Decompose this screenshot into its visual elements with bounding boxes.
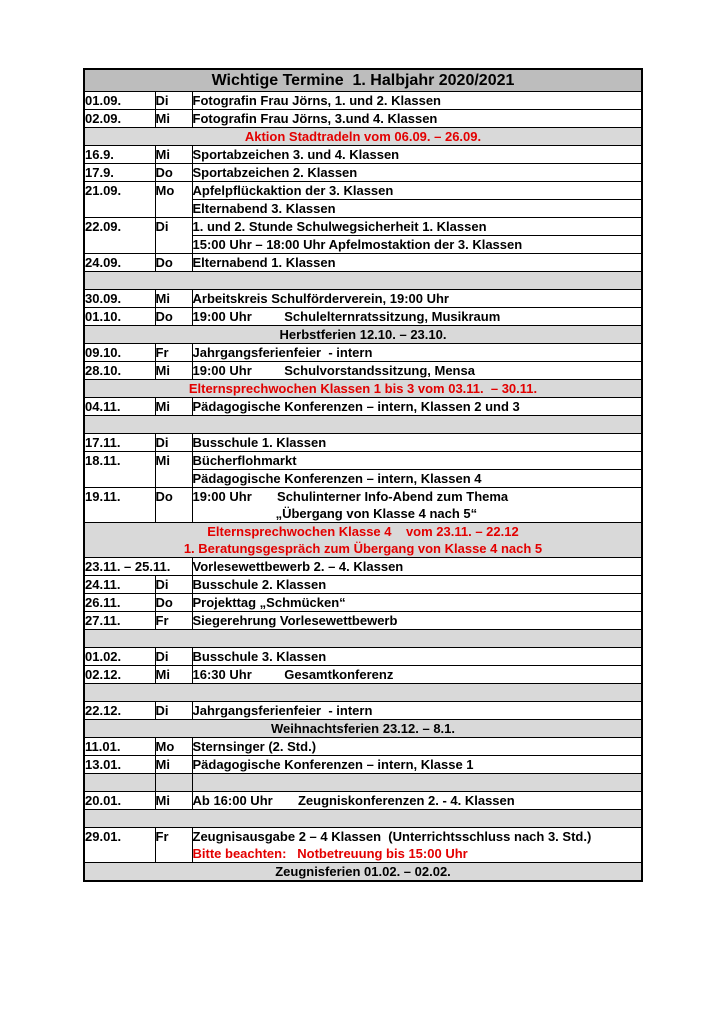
day-cell (155, 774, 192, 792)
band-line: Aktion Stadtradeln vom 06.09. – 26.09. (244, 129, 482, 144)
description-line: 15:00 Uhr – 18:00 Uhr Apfelmostaktion der 3. Klassen (192, 237, 523, 252)
date-cell: 17.9. (84, 164, 155, 182)
event-row (84, 146, 642, 164)
description-line: Busschule 2. Klassen (192, 577, 327, 592)
date-cell: 22.12. (84, 702, 155, 720)
date-cell: 11.01. (84, 738, 155, 756)
spacer-cell (84, 810, 642, 828)
event-row (84, 398, 642, 416)
day-cell: Di (155, 702, 192, 720)
description-cell (192, 452, 642, 470)
event-row (84, 362, 642, 380)
date-cell: 23.11. – 25.11. (84, 558, 192, 576)
description-line: Sportabzeichen 2. Klassen (192, 165, 358, 180)
description-line: Bitte beachten: Notbetreuung bis 15:00 Uhr (192, 846, 468, 861)
spacer-cell (84, 684, 642, 702)
date-cell: 22.09. (84, 218, 155, 254)
description-cell (192, 576, 642, 594)
day-cell: Mi (155, 146, 192, 164)
date-cell: 01.02. (84, 648, 155, 666)
description-cell (192, 254, 642, 272)
date-cell: 02.09. (84, 110, 155, 128)
description-line: Zeugnisausgabe 2 – 4 Klassen (Unterrichtsschluss nach 3. Std.) (192, 829, 592, 844)
description-cell (192, 774, 642, 792)
day-cell: Do (155, 594, 192, 612)
event-row (84, 488, 642, 523)
date-cell: 18.11. (84, 452, 155, 488)
event-row (84, 612, 642, 630)
spacer-row (84, 630, 642, 648)
schedule-table (83, 68, 643, 882)
description-cell (192, 488, 642, 523)
description-line: Projekttag „Schmücken“ (192, 595, 346, 610)
description-line: Bücherflohmarkt (192, 453, 297, 468)
description-cell (192, 146, 642, 164)
description-cell (192, 738, 642, 756)
day-cell: Do (155, 254, 192, 272)
description-cell (192, 344, 642, 362)
event-row (84, 702, 642, 720)
title-row (84, 69, 642, 92)
date-cell: 28.10. (84, 362, 155, 380)
description-cell (192, 308, 642, 326)
date-cell: 30.09. (84, 290, 155, 308)
page-title: Wichtige Termine 1. Halbjahr 2020/2021 (84, 69, 642, 92)
description-line: Fotografin Frau Jörns, 3.und 4. Klassen (192, 111, 438, 126)
description-line: Jahrgangsferienfeier - intern (192, 703, 373, 718)
description-line: Ab 16:00 Uhr Zeugniskonferenzen 2. - 4. Klassen (192, 793, 515, 808)
day-cell: Mi (155, 452, 192, 488)
day-cell: Do (155, 164, 192, 182)
date-cell (84, 774, 155, 792)
description-cell (192, 110, 642, 128)
spacer-row (84, 684, 642, 702)
description-cell (192, 164, 642, 182)
description-cell (192, 666, 642, 684)
description-line: Busschule 3. Klassen (192, 649, 327, 664)
date-cell: 19.11. (84, 488, 155, 523)
band-row (84, 128, 642, 146)
day-cell: Do (155, 488, 192, 523)
description-line: Arbeitskreis Schulförderverein, 19:00 Uhr (192, 291, 449, 306)
description-line: Pädagogische Konferenzen – intern, Klassen 4 (192, 471, 482, 486)
event-row (84, 218, 642, 236)
spacer-cell (84, 630, 642, 648)
day-cell: Mi (155, 110, 192, 128)
day-cell: Di (155, 92, 192, 110)
description-line: 16:30 Uhr Gesamtkonferenz (192, 667, 394, 682)
day-cell: Di (155, 648, 192, 666)
description-line: 19:00 Uhr Schulelternratssitzung, Musikraum (192, 309, 501, 324)
description-line: Elternabend 3. Klassen (192, 201, 336, 216)
date-cell: 16.9. (84, 146, 155, 164)
date-cell: 29.01. (84, 828, 155, 863)
day-cell: Mi (155, 362, 192, 380)
band-row (84, 326, 642, 344)
event-row (84, 648, 642, 666)
description-cell (192, 290, 642, 308)
date-cell: 13.01. (84, 756, 155, 774)
date-cell: 09.10. (84, 344, 155, 362)
event-row (84, 756, 642, 774)
description-cell (192, 756, 642, 774)
description-cell (192, 470, 642, 488)
event-row (84, 576, 642, 594)
holiday-band (84, 326, 642, 344)
day-cell: Mi (155, 792, 192, 810)
event-row (84, 92, 642, 110)
event-row (84, 254, 642, 272)
day-cell: Fr (155, 612, 192, 630)
band-line: Weihnachtsferien 23.12. – 8.1. (270, 721, 455, 736)
band-row (84, 863, 642, 882)
event-row (84, 558, 642, 576)
description-cell (192, 434, 642, 452)
description-cell (192, 200, 642, 218)
description-line: Pädagogische Konferenzen – intern, Klassen 2 und 3 (192, 399, 520, 414)
event-row (84, 828, 642, 863)
description-line: 1. und 2. Stunde Schulwegsicherheit 1. Klassen (192, 219, 487, 234)
band-row (84, 380, 642, 398)
description-cell (192, 236, 642, 254)
day-cell: Mo (155, 182, 192, 218)
description-cell (192, 612, 642, 630)
holiday-band (84, 863, 642, 882)
description-line: „Übergang von Klasse 4 nach 5“ (192, 506, 478, 521)
date-cell: 02.12. (84, 666, 155, 684)
band-line: 1. Beratungsgespräch zum Übergang von Klasse 4 nach 5 (183, 541, 543, 556)
description-line: Busschule 1. Klassen (192, 435, 327, 450)
description-line: Sternsinger (2. Std.) (192, 739, 317, 754)
holiday-band (84, 720, 642, 738)
day-cell: Mi (155, 666, 192, 684)
description-line: Jahrgangsferienfeier - intern (192, 345, 373, 360)
empty-event-row (84, 774, 642, 792)
description-cell (192, 218, 642, 236)
day-cell: Di (155, 218, 192, 254)
day-cell: Fr (155, 828, 192, 863)
day-cell: Mi (155, 398, 192, 416)
day-cell: Do (155, 308, 192, 326)
description-line: Fotografin Frau Jörns, 1. und 2. Klassen (192, 93, 441, 108)
description-cell (192, 92, 642, 110)
description-cell (192, 594, 642, 612)
description-line: Sportabzeichen 3. und 4. Klassen (192, 147, 400, 162)
spacer-cell (84, 272, 642, 290)
date-cell: 17.11. (84, 434, 155, 452)
day-cell: Di (155, 434, 192, 452)
band-line: Elternsprechwochen Klassen 1 bis 3 vom 03.11. – 30.11. (188, 381, 538, 396)
description-cell (192, 792, 642, 810)
description-line: 19:00 Uhr Schulinterner Info-Abend zum Thema (192, 489, 509, 504)
description-cell (192, 362, 642, 380)
event-row (84, 290, 642, 308)
day-cell: Mi (155, 756, 192, 774)
description-cell (192, 702, 642, 720)
event-row (84, 344, 642, 362)
highlight-band (84, 380, 642, 398)
date-cell: 24.11. (84, 576, 155, 594)
day-cell: Mo (155, 738, 192, 756)
date-cell: 21.09. (84, 182, 155, 218)
date-cell: 27.11. (84, 612, 155, 630)
spacer-row (84, 810, 642, 828)
description-line: 19:00 Uhr Schulvorstandssitzung, Mensa (192, 363, 475, 378)
description-cell (192, 182, 642, 200)
event-row (84, 792, 642, 810)
day-cell: Fr (155, 344, 192, 362)
date-cell: 01.10. (84, 308, 155, 326)
band-line: Zeugnisferien 01.02. – 02.02. (275, 864, 451, 879)
event-row (84, 110, 642, 128)
description-line: Apfelpflückaktion der 3. Klassen (192, 183, 394, 198)
highlight-band (84, 523, 642, 558)
description-cell (192, 828, 642, 863)
event-row (84, 182, 642, 200)
description-line: Vorlesewettbewerb 2. – 4. Klassen (192, 559, 404, 574)
description-cell (192, 558, 642, 576)
description-line: Siegerehrung Vorlesewettbewerb (192, 613, 398, 628)
date-cell: 01.09. (84, 92, 155, 110)
band-line: Herbstferien 12.10. – 23.10. (279, 327, 447, 342)
band-line: Elternsprechwochen Klasse 4 vom 23.11. – 22.12 (207, 524, 519, 539)
description-cell (192, 398, 642, 416)
spacer-row (84, 416, 642, 434)
date-cell: 04.11. (84, 398, 155, 416)
event-row (84, 164, 642, 182)
date-cell: 26.11. (84, 594, 155, 612)
band-row (84, 720, 642, 738)
event-row (84, 308, 642, 326)
event-row (84, 666, 642, 684)
band-row (84, 523, 642, 558)
day-cell: Mi (155, 290, 192, 308)
event-row (84, 452, 642, 470)
spacer-cell (84, 416, 642, 434)
highlight-band (84, 128, 642, 146)
event-row (84, 738, 642, 756)
spacer-row (84, 272, 642, 290)
date-cell: 24.09. (84, 254, 155, 272)
description-line: Pädagogische Konferenzen – intern, Klasse 1 (192, 757, 474, 772)
event-row (84, 594, 642, 612)
description-line: Elternabend 1. Klassen (192, 255, 336, 270)
date-cell: 20.01. (84, 792, 155, 810)
description-cell (192, 648, 642, 666)
event-row (84, 434, 642, 452)
day-cell: Di (155, 576, 192, 594)
